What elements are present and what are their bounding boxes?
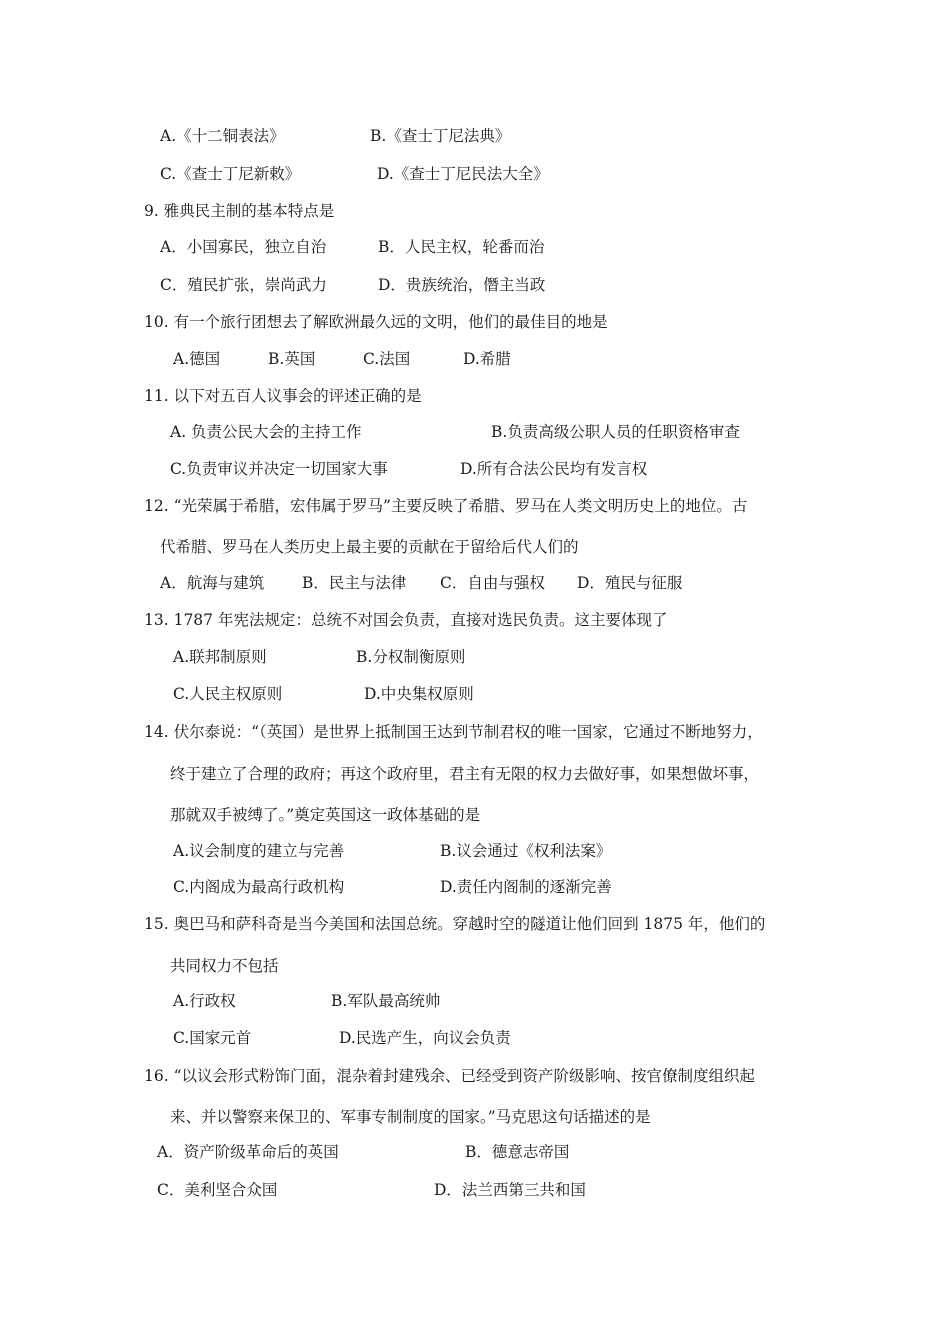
q12-option-d: D．殖民与征服: [577, 574, 683, 592]
q14-stem-line3: 那就双手被缚了。”奠定英国这一政体基础的是: [170, 806, 481, 824]
q8-option-d: D.《查士丁尼民法大全》: [377, 165, 549, 183]
q12-option-c: C．自由与强权: [440, 574, 545, 592]
q14-stem-line1: 14. 伏尔泰说：“（英国）是世界上抵制国王达到节制君权的唯一国家，它通过不断地努力，: [144, 723, 763, 741]
q14-option-d: D.责任内阁制的逐渐完善: [440, 878, 612, 896]
q14-stem-line2: 终于建立了合理的政府；再这个政府里，君主有无限的权力去做好事，如果想做坏事，: [170, 765, 760, 783]
q16-option-c: C．美利坚合众国: [157, 1181, 278, 1199]
q8-option-a: A.《十二铜表法》: [160, 127, 285, 145]
q9-option-c: C．殖民扩张，崇尚武力: [160, 276, 327, 294]
q16-option-a: A．资产阶级革命后的英国: [157, 1143, 339, 1161]
q12-option-a: A．航海与建筑: [160, 574, 265, 592]
q14-option-b: B.议会通过《权利法案》: [440, 842, 612, 860]
q11-option-d: D.所有合法公民均有发言权: [460, 460, 648, 478]
q10-option-a: A.德国: [173, 350, 221, 368]
q15-option-c: C.国家元首: [173, 1029, 252, 1047]
q13-stem: 13. 1787 年宪法规定：总统不对国会负责，直接对选民负责。这主要体现了: [144, 611, 668, 629]
q9-option-b: B．人民主权，轮番而治: [378, 238, 545, 256]
q9-stem: 9. 雅典民主制的基本特点是: [144, 202, 335, 220]
q12-option-b: B．民主与法律: [302, 574, 407, 592]
q16-stem-line1: 16. “以议会形式粉饰门面，混杂着封建残余、已经受到资产阶级影响、按官僚制度组织起: [144, 1067, 756, 1085]
q16-option-b: B．德意志帝国: [465, 1143, 570, 1161]
q11-option-b: B.负责高级公职人员的任职资格审查: [491, 423, 740, 441]
q13-option-a: A.联邦制原则: [173, 648, 267, 666]
q12-stem-line2: 代希腊、罗马在人类历史上最主要的贡献在于留给后代人们的: [160, 538, 579, 556]
q8-option-c: C.《查士丁尼新敕》: [160, 165, 301, 183]
q16-option-d: D．法兰西第三共和国: [434, 1181, 586, 1199]
q9-option-d: D．贵族统治，僭主当政: [378, 276, 546, 294]
q9-option-a: A．小国寡民，独立自治: [160, 238, 327, 256]
q8-option-b: B.《查士丁尼法典》: [370, 127, 511, 145]
q15-option-b: B.军队最高统帅: [331, 992, 441, 1010]
q11-stem: 11. 以下对五百人议事会的评述正确的是: [144, 387, 422, 405]
q13-option-d: D.中央集权原则: [364, 685, 474, 703]
q13-option-c: C.人民主权原则: [173, 685, 283, 703]
q15-option-a: A.行政权: [173, 992, 236, 1010]
q16-stem-line2: 来、并以警察来保卫的、军事专制制度的国家。”马克思这句话描述的是: [170, 1108, 651, 1126]
q15-stem-line2: 共同权力不包括: [170, 957, 279, 975]
q10-stem: 10. 有一个旅行团想去了解欧洲最久远的文明，他们的最佳目的地是: [144, 313, 608, 331]
q13-option-b: B.分权制衡原则: [356, 648, 466, 666]
q10-option-b: B.英国: [268, 350, 316, 368]
q11-option-a: A. 负责公民大会的主持工作: [170, 423, 362, 441]
q15-option-d: D.民选产生，向议会负责: [339, 1029, 511, 1047]
q11-option-c: C.负责审议并决定一切国家大事: [170, 460, 388, 478]
q14-option-a: A.议会制度的建立与完善: [173, 842, 345, 860]
q14-option-c: C.内阁成为最高行政机构: [173, 878, 345, 896]
q10-option-d: D.希腊: [463, 350, 511, 368]
q12-stem-line1: 12. “光荣属于希腊，宏伟属于罗马”主要反映了希腊、罗马在人类文明历史上的地位。古: [144, 497, 748, 515]
q15-stem-line1: 15. 奥巴马和萨科奇是当今美国和法国总统。穿越时空的隧道让他们回到 1875 年，他们的: [144, 915, 766, 933]
q10-option-c: C.法国: [363, 350, 411, 368]
